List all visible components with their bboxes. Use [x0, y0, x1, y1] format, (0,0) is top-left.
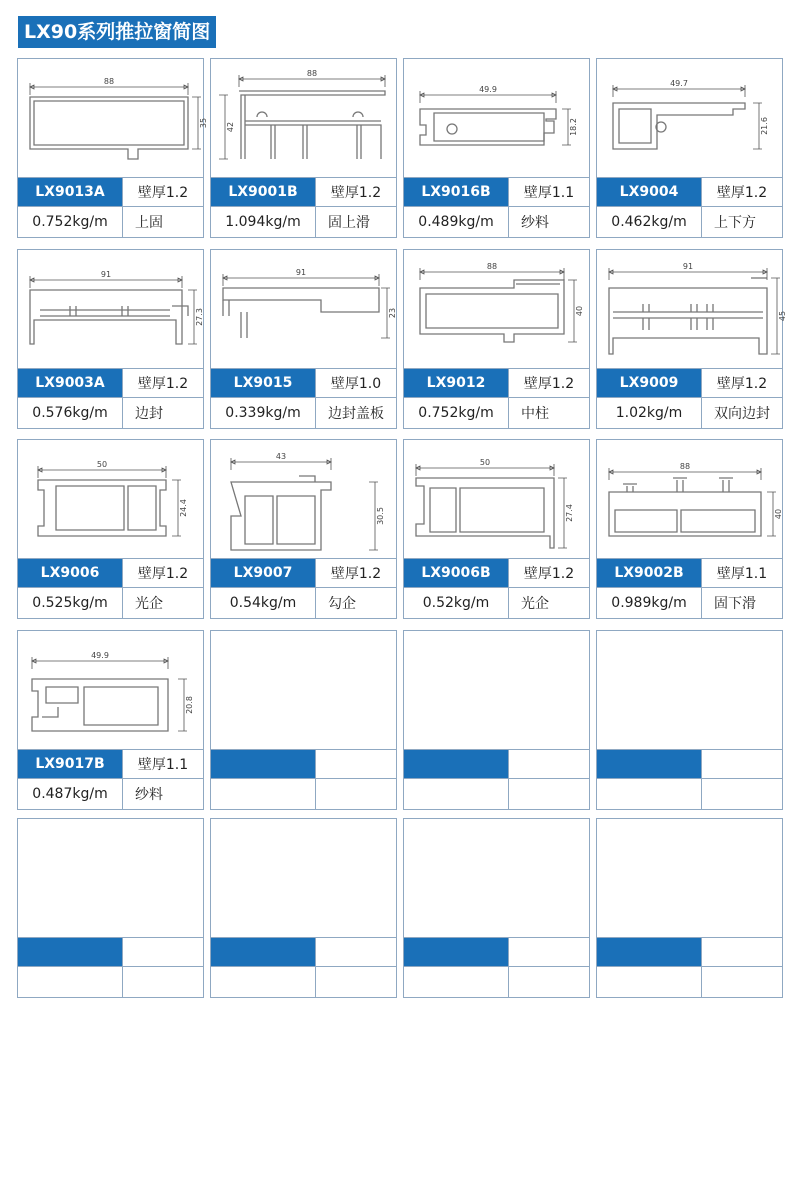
- profile-drawing: [18, 440, 203, 557]
- profile-card: [210, 630, 397, 810]
- wall-thickness: 壁厚1.2: [315, 178, 396, 206]
- profile-cross-section: [597, 819, 782, 936]
- profile-card: [403, 58, 590, 238]
- profile-cross-section: [404, 631, 589, 748]
- profile-cross-section: [404, 59, 589, 176]
- profile-weight: [404, 779, 508, 809]
- height-dimension: 40: [774, 508, 783, 520]
- profile-cross-section: [404, 819, 589, 936]
- profile-name: [508, 779, 589, 809]
- profile-code: [211, 750, 315, 778]
- height-dimension: 18.2: [569, 118, 578, 136]
- profile-card: [210, 58, 397, 238]
- profile-name: 上固: [122, 207, 203, 237]
- profile-drawing: [211, 631, 396, 748]
- wall-thickness: 壁厚1.1: [508, 178, 589, 206]
- height-dimension: 20.8: [185, 696, 194, 714]
- profile-weight: [18, 967, 122, 997]
- spec-row: [597, 368, 782, 398]
- profile-code: LX9006: [18, 559, 122, 587]
- wall-thickness: [701, 938, 782, 966]
- detail-row: [18, 207, 203, 237]
- profile-code: LX9017B: [18, 750, 122, 778]
- spec-row: [597, 177, 782, 207]
- profile-code: LX9013A: [18, 178, 122, 206]
- height-dimension: 45: [778, 310, 787, 322]
- profile-code: LX9004: [597, 178, 701, 206]
- profile-cross-section: [18, 59, 208, 176]
- profile-drawing: [404, 250, 589, 367]
- spec-row: [211, 558, 396, 588]
- wall-thickness: 壁厚1.2: [122, 369, 203, 397]
- spec-row: [18, 558, 203, 588]
- profile-weight: 0.54kg/m: [229, 595, 297, 611]
- width-dimension: 88: [679, 462, 691, 471]
- profile-name: [701, 779, 782, 809]
- width-dimension: 49.9: [91, 651, 109, 660]
- spec-row: [404, 937, 589, 967]
- width-dimension: 49.9: [479, 85, 497, 94]
- wall-thickness: [508, 750, 589, 778]
- detail-row: [597, 967, 782, 997]
- profile-drawing: [18, 250, 203, 367]
- detail-row: [211, 967, 396, 997]
- profile-weight: 0.752kg/m: [32, 214, 108, 230]
- profile-card: [17, 439, 204, 619]
- height-dimension: 30.5: [376, 507, 385, 525]
- detail-row: [18, 588, 203, 618]
- profile-code: LX9001B: [211, 178, 315, 206]
- spec-row: [211, 749, 396, 779]
- profile-card: [403, 439, 590, 619]
- detail-row: [404, 588, 589, 618]
- profile-cross-section: [18, 819, 203, 936]
- width-dimension: 88: [306, 69, 318, 78]
- profile-cross-section: [597, 631, 782, 748]
- height-dimension: 42: [226, 121, 235, 133]
- spec-row: [597, 749, 782, 779]
- profile-code: LX9012: [404, 369, 508, 397]
- profile-card: [17, 249, 204, 429]
- width-dimension: 88: [103, 77, 115, 86]
- wall-thickness: 壁厚1.2: [508, 559, 589, 587]
- spec-row: [18, 749, 203, 779]
- profile-weight: [211, 967, 315, 997]
- profile-cross-section: [597, 250, 787, 367]
- profile-weight: [597, 967, 701, 997]
- detail-row: [597, 207, 782, 237]
- profile-card: [17, 630, 204, 810]
- height-dimension: 23: [388, 307, 397, 319]
- detail-row: [18, 398, 203, 428]
- profile-name: 边封: [122, 398, 203, 428]
- spec-row: [211, 177, 396, 207]
- profile-weight: 0.489kg/m: [418, 214, 494, 230]
- profile-card: [210, 249, 397, 429]
- profile-weight: 0.525kg/m: [32, 595, 108, 611]
- spec-row: [211, 937, 396, 967]
- profile-drawing: [404, 59, 589, 176]
- wall-thickness: [315, 938, 396, 966]
- profile-cross-section: [18, 250, 203, 367]
- wall-thickness: [122, 938, 203, 966]
- profile-drawing: [404, 440, 589, 557]
- profile-card: [210, 818, 397, 998]
- profile-drawing: [597, 250, 787, 367]
- detail-row: [18, 967, 203, 997]
- profile-drawing: [211, 440, 396, 557]
- wall-thickness: 壁厚1.2: [701, 178, 782, 206]
- profile-name: 固下滑: [701, 588, 782, 618]
- height-dimension: 27.4: [565, 504, 574, 522]
- width-dimension: 91: [682, 262, 694, 271]
- profile-weight: 0.52kg/m: [422, 595, 490, 611]
- profile-drawing: [18, 819, 203, 936]
- profile-name: [122, 967, 203, 997]
- profile-cross-section: [597, 59, 782, 176]
- profile-code: LX9007: [211, 559, 315, 587]
- profile-code: [18, 938, 122, 966]
- spec-row: [404, 177, 589, 207]
- profile-cross-section: [211, 440, 396, 557]
- profile-cross-section: [404, 440, 589, 557]
- width-dimension: 50: [479, 458, 491, 467]
- wall-thickness: 壁厚1.2: [508, 369, 589, 397]
- detail-row: [597, 779, 782, 809]
- spec-row: [18, 177, 203, 207]
- profile-cross-section: [211, 59, 396, 176]
- width-dimension: 91: [295, 268, 307, 277]
- height-dimension: 21.6: [760, 117, 769, 135]
- profile-card: [210, 439, 397, 619]
- profile-drawing: [211, 250, 396, 367]
- profile-drawing: [18, 59, 208, 176]
- profile-drawing: [597, 440, 782, 557]
- profile-cross-section: [211, 819, 396, 936]
- profile-code: [597, 750, 701, 778]
- profile-code: LX9015: [211, 369, 315, 397]
- spec-row: [404, 749, 589, 779]
- profile-name: 边封盖板: [315, 398, 396, 428]
- profile-name: 固上滑: [315, 207, 396, 237]
- profile-drawing: [404, 819, 589, 936]
- profile-cross-section: [211, 631, 396, 748]
- width-dimension: 50: [96, 460, 108, 469]
- spec-row: [404, 368, 589, 398]
- height-dimension: 24.4: [179, 499, 188, 517]
- profile-name: 勾企: [315, 588, 396, 618]
- profile-weight: 0.752kg/m: [418, 405, 494, 421]
- profile-code: [404, 938, 508, 966]
- detail-row: [211, 779, 396, 809]
- profile-code: LX9009: [597, 369, 701, 397]
- profile-card: [596, 439, 783, 619]
- spec-row: [597, 558, 782, 588]
- profile-name: 中柱: [508, 398, 589, 428]
- profile-cross-section: [404, 250, 589, 367]
- detail-row: [404, 398, 589, 428]
- profile-code: [211, 938, 315, 966]
- profile-card: [596, 818, 783, 998]
- profile-cross-section: [18, 440, 203, 557]
- width-dimension: 91: [100, 270, 112, 279]
- profile-drawing: [597, 59, 782, 176]
- detail-row: [404, 967, 589, 997]
- spec-row: [18, 368, 203, 398]
- wall-thickness: 壁厚1.0: [315, 369, 396, 397]
- profile-name: 光企: [122, 588, 203, 618]
- profile-weight: 1.094kg/m: [225, 214, 301, 230]
- profile-card: [596, 58, 783, 238]
- detail-row: [597, 398, 782, 428]
- detail-row: [18, 779, 203, 809]
- profile-weight: 0.487kg/m: [32, 786, 108, 802]
- profile-code: LX9003A: [18, 369, 122, 397]
- height-dimension: 27.3: [195, 308, 204, 326]
- profile-code: LX9016B: [404, 178, 508, 206]
- detail-row: [597, 588, 782, 618]
- profile-cross-section: [211, 250, 396, 367]
- wall-thickness: 壁厚1.1: [701, 559, 782, 587]
- height-dimension: 40: [575, 305, 584, 317]
- profile-card: [403, 249, 590, 429]
- profile-name: 光企: [508, 588, 589, 618]
- detail-row: [211, 398, 396, 428]
- profile-name: 上下方: [701, 207, 782, 237]
- spec-row: [211, 368, 396, 398]
- profile-card: [403, 630, 590, 810]
- width-dimension: 49.7: [670, 79, 688, 88]
- profile-weight: 0.989kg/m: [611, 595, 687, 611]
- width-dimension: 88: [486, 262, 498, 271]
- height-dimension: 35: [199, 117, 208, 129]
- profile-name: 纱料: [122, 779, 203, 809]
- wall-thickness: 壁厚1.2: [701, 369, 782, 397]
- detail-row: [211, 588, 396, 618]
- profile-code: LX9002B: [597, 559, 701, 587]
- profile-card: [596, 630, 783, 810]
- wall-thickness: 壁厚1.2: [315, 559, 396, 587]
- profile-weight: [404, 967, 508, 997]
- wall-thickness: [508, 938, 589, 966]
- profile-name: 双向边封: [701, 398, 782, 428]
- profile-weight: [211, 779, 315, 809]
- detail-row: [404, 207, 589, 237]
- profile-drawing: [211, 59, 396, 176]
- profile-weight: 0.576kg/m: [32, 405, 108, 421]
- profile-card: [403, 818, 590, 998]
- profile-cross-section: [18, 631, 203, 748]
- profile-card: [596, 249, 787, 429]
- profile-card: [17, 818, 204, 998]
- profile-card: [17, 58, 208, 238]
- wall-thickness: [315, 750, 396, 778]
- profile-cross-section: [597, 440, 782, 557]
- profile-weight: 0.462kg/m: [611, 214, 687, 230]
- profile-drawing: [597, 819, 782, 936]
- wall-thickness: [701, 750, 782, 778]
- profile-weight: 1.02kg/m: [615, 405, 683, 421]
- profile-weight: [597, 779, 701, 809]
- page-title: LX90系列推拉窗简图: [18, 16, 216, 48]
- profile-weight: 0.339kg/m: [225, 405, 301, 421]
- profile-drawing: [211, 819, 396, 936]
- profile-code: [404, 750, 508, 778]
- profile-drawing: [404, 631, 589, 748]
- spec-row: [597, 937, 782, 967]
- profile-code: [597, 938, 701, 966]
- profile-code: LX9006B: [404, 559, 508, 587]
- wall-thickness: 壁厚1.2: [122, 178, 203, 206]
- profile-name: [508, 967, 589, 997]
- width-dimension: 43: [275, 452, 287, 461]
- profile-name: [315, 967, 396, 997]
- wall-thickness: 壁厚1.1: [122, 750, 203, 778]
- spec-row: [404, 558, 589, 588]
- profile-name: 纱料: [508, 207, 589, 237]
- detail-row: [404, 779, 589, 809]
- profile-drawing: [597, 631, 782, 748]
- profile-name: [701, 967, 782, 997]
- detail-row: [211, 207, 396, 237]
- profile-name: [315, 779, 396, 809]
- spec-row: [18, 937, 203, 967]
- profile-drawing: [18, 631, 203, 748]
- wall-thickness: 壁厚1.2: [122, 559, 203, 587]
